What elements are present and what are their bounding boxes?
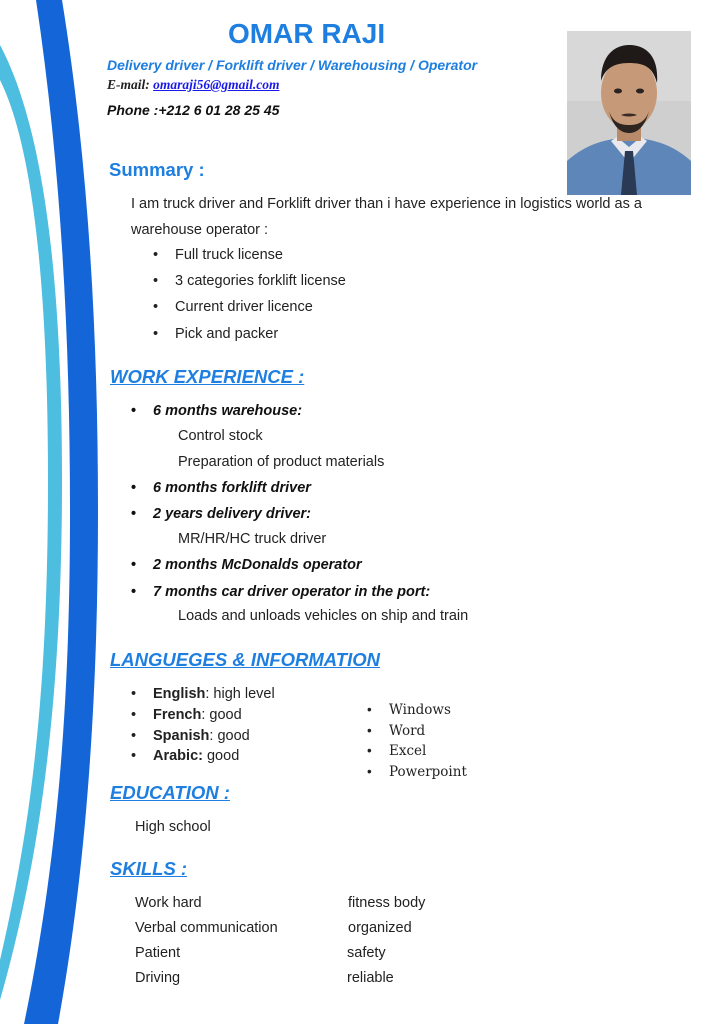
language-name: French: [153, 707, 202, 723]
skill-item: Verbal communication: [135, 920, 278, 936]
phone-line: Phone :+212 6 01 28 25 45: [107, 102, 280, 118]
work-detail: Preparation of product materials: [178, 454, 385, 470]
skill-item: organized: [348, 920, 412, 936]
skill-item: Driving: [135, 970, 181, 986]
work-item: • 7 months car driver operator in the port:: [153, 584, 430, 600]
work-detail: MR/HR/HC truck driver: [178, 531, 327, 547]
skill-item: fitness body: [348, 895, 426, 911]
profile-photo: [567, 31, 691, 195]
language-name: English: [153, 686, 206, 702]
summary-line-1: I am truck driver and Forklift driver than i have experience in logistics world as a: [131, 196, 642, 212]
language-item: [153, 728, 250, 744]
language-level: : good: [201, 707, 242, 723]
work-item: • 6 months warehouse:: [153, 403, 302, 419]
skill-item: Patient: [135, 945, 181, 961]
work-detail: Loads and unloads vehicles on ship and train: [178, 608, 469, 624]
email-line: [107, 77, 279, 93]
education-value: High school: [135, 819, 211, 835]
skill-item: Work hard: [135, 895, 202, 911]
language-item: [153, 707, 242, 723]
work-item: • 2 months McDonalds operator: [153, 557, 362, 573]
candidate-name: OMAR RAJI: [228, 18, 386, 49]
work-detail: Control stock: [178, 428, 263, 444]
summary-item: • Current driver licence: [175, 299, 313, 315]
language-name: Arabic:: [153, 748, 203, 764]
software-item: • Excel: [389, 743, 426, 759]
skill-item: safety: [347, 945, 386, 961]
work-item: • 6 months forklift driver: [153, 480, 311, 496]
summary-item: • 3 categories forklift license: [175, 273, 346, 289]
skill-item: reliable: [347, 970, 394, 986]
work-item: • 2 years delivery driver:: [153, 506, 311, 522]
work-experience-heading: WORK EXPERIENCE :: [110, 366, 305, 387]
language-level: : high level: [205, 686, 275, 702]
language-level: : good: [209, 728, 250, 744]
skills-heading: SKILLS :: [110, 858, 188, 879]
job-titles: Delivery driver / Forklift driver / Warehousing / Operator: [107, 57, 478, 73]
summary-heading: Summary :: [109, 159, 205, 180]
language-item: [153, 686, 275, 702]
summary-item: • Full truck license: [175, 247, 283, 263]
summary-line-2: warehouse operator :: [131, 222, 269, 238]
email-label: E-mail:: [107, 77, 154, 92]
languages-heading: LANGUEGES & INFORMATION: [110, 649, 380, 670]
email-link[interactable]: omaraji56@gmail.com: [153, 77, 280, 92]
language-level: good: [202, 748, 240, 764]
software-item: • Word: [389, 723, 425, 739]
software-item: • Powerpoint: [389, 764, 467, 780]
language-item: [153, 748, 239, 764]
summary-item: • Pick and packer: [175, 326, 278, 342]
language-name: Spanish: [153, 728, 210, 744]
education-heading: EDUCATION :: [110, 782, 230, 803]
software-item: • Windows: [389, 702, 451, 718]
